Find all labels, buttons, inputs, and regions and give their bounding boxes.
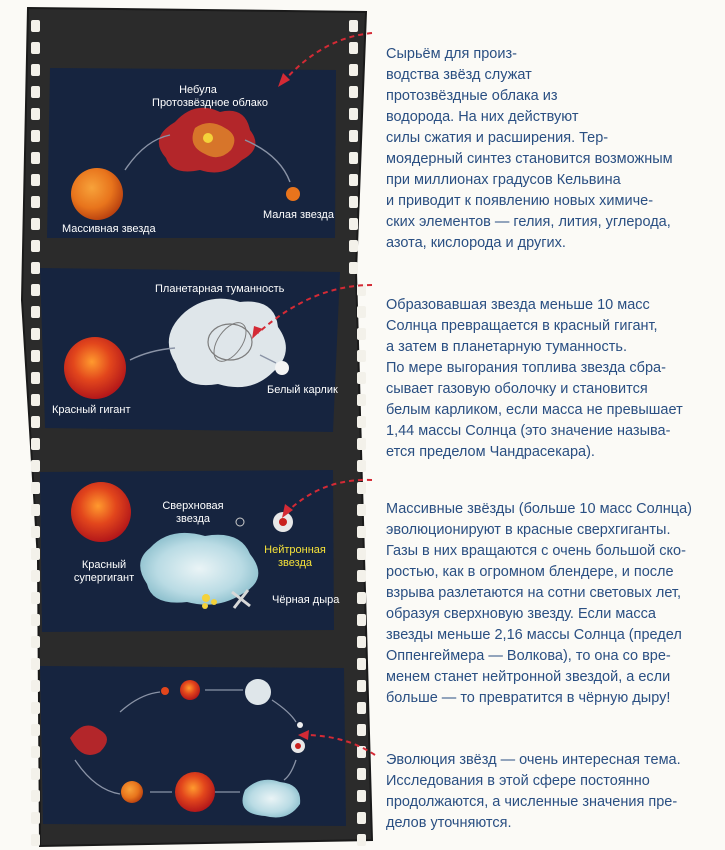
sprocket-hole — [31, 42, 40, 54]
small-red-giant — [180, 680, 200, 700]
sprocket-hole — [31, 592, 40, 604]
sprocket-hole — [357, 504, 366, 516]
label-supernova-2: звезда — [176, 513, 210, 525]
small-supergiant — [175, 772, 215, 812]
sprocket-hole — [31, 284, 40, 296]
sprocket-hole — [357, 680, 366, 692]
sprocket-hole — [357, 438, 366, 450]
sprocket-hole — [31, 350, 40, 362]
sprocket-hole — [349, 64, 358, 76]
small-supernova — [243, 780, 301, 818]
sprocket-hole — [357, 724, 366, 736]
sprocket-hole — [357, 394, 366, 406]
sprocket-hole — [357, 526, 366, 538]
sprocket-hole — [31, 724, 40, 736]
panel-1-nebula — [47, 68, 336, 238]
sprocket-hole — [349, 174, 358, 186]
label-planetary-nebula: Планетарная туманность — [155, 283, 285, 295]
sprocket-hole — [357, 372, 366, 384]
white-dwarf — [275, 361, 289, 375]
label-neutron-star-2: звезда — [278, 557, 312, 569]
small-planetary-nebula — [245, 679, 271, 705]
sprocket-hole — [31, 64, 40, 76]
paragraph-conclusion: Эволюция звёзд — очень интересная тема. Исследования в этой сфере постоянно продолжаются, а численные значения пре- делов уточняются. — [386, 752, 681, 831]
sprocket-hole — [357, 482, 366, 494]
sprocket-hole — [31, 460, 40, 472]
sprocket-hole — [31, 812, 40, 824]
sprocket-hole — [357, 350, 366, 362]
sprocket-hole — [357, 790, 366, 802]
sprocket-hole — [31, 658, 40, 670]
label-black-hole: Чёрная дыра — [272, 594, 340, 606]
sprocket-hole — [357, 812, 366, 824]
sprocket-hole — [31, 20, 40, 32]
sprocket-hole — [31, 614, 40, 626]
sprocket-hole — [357, 636, 366, 648]
sprocket-hole — [31, 394, 40, 406]
sprocket-hole — [31, 218, 40, 230]
sprocket-hole — [31, 196, 40, 208]
sprocket-hole — [349, 196, 358, 208]
sprocket-hole — [357, 614, 366, 626]
sprocket-hole — [31, 438, 40, 450]
sprocket-hole — [31, 790, 40, 802]
sprocket-hole — [31, 240, 40, 252]
sprocket-hole — [349, 262, 358, 274]
sprocket-hole — [349, 130, 358, 142]
sprocket-hole — [349, 152, 358, 164]
sprocket-hole — [349, 108, 358, 120]
sprocket-hole — [31, 834, 40, 846]
sprocket-hole — [31, 526, 40, 538]
supernova — [140, 533, 258, 605]
panel-3-supergiant — [40, 470, 340, 632]
sprocket-hole — [31, 108, 40, 120]
sprocket-hole — [31, 746, 40, 758]
label-red-supergiant-2: супергигант — [73, 572, 135, 584]
small-star — [286, 187, 300, 201]
paragraph-red-giant: Образовавшая звезда меньше 10 масс Солнца превращается в красный гигант, а затем в планетарную туманность. По мере выгорания топлива звезда сбра- сывает газовую оболочку и становится белым карликом, если масса не превышает 1,44 массы Солнца (это значение называ- ется пределом Чандрасекара). — [386, 297, 683, 460]
sprocket-hole — [31, 548, 40, 560]
sprocket-hole — [357, 548, 366, 560]
small-massive-star — [121, 781, 143, 803]
sprocket-hole — [31, 328, 40, 340]
massive-star — [71, 168, 123, 220]
paragraph-protostellar: Сырьём для произ- водства звёзд служат протозвёздные облака из водорода. На них действуют силы сжатия и расширения. Тер- моядерный синтез становится возможным при миллионах градусов Кельвина и приводит к появлению новых химиче- ских элементов — гелия, лития, углерода, азота, кислорода и других. — [386, 46, 673, 251]
label-red-giant: Красный гигант — [52, 404, 131, 416]
sprocket-hole — [357, 416, 366, 428]
sprocket-hole — [349, 42, 358, 54]
sprocket-hole — [357, 768, 366, 780]
panel-4-cycle — [40, 666, 346, 826]
sprocket-hole — [357, 570, 366, 582]
sprocket-hole — [31, 174, 40, 186]
sprocket-hole — [349, 20, 358, 32]
label-massive-star: Массивная звезда — [62, 223, 156, 235]
sprocket-hole — [31, 768, 40, 780]
panel-2-red-giant — [40, 268, 340, 432]
sprocket-hole — [31, 86, 40, 98]
sprocket-hole — [357, 328, 366, 340]
planetary-nebula — [169, 299, 286, 387]
sprocket-hole — [357, 460, 366, 472]
sprocket-hole — [31, 680, 40, 692]
paragraph-supergiant: Массивные звёзды (больше 10 масс Солнца) эволюционируют в красные сверхгиганты. Газы в них вращаются с очень большой ско- ростью, как в огромном блендере, и после взрыва разлетаются на сотни световых лет, образуя сверхновую звезду. Если масса звезды меньше 2,16 массы Солнца (предел Оппенгеймера — Волкова), то она со вре- менем станет нейтронной звездой, а если больше — то превратится в чёрную дыру! — [386, 501, 693, 706]
label-neutron-star-1: Нейтронная — [264, 544, 326, 556]
label-red-supergiant-1: Красный — [81, 559, 127, 571]
sprocket-hole — [31, 416, 40, 428]
sprocket-hole — [349, 218, 358, 230]
label-small-star: Малая звезда — [263, 209, 334, 221]
label-nebula: Небула — [179, 84, 217, 96]
sprocket-hole — [31, 306, 40, 318]
sprocket-hole — [357, 306, 366, 318]
sprocket-hole — [31, 636, 40, 648]
sprocket-hole — [357, 658, 366, 670]
sprocket-hole — [31, 504, 40, 516]
sprocket-hole — [31, 262, 40, 274]
sprocket-hole — [31, 130, 40, 142]
red-giant — [64, 337, 126, 399]
sprocket-hole — [31, 482, 40, 494]
sprocket-hole — [357, 834, 366, 846]
sprocket-hole — [31, 372, 40, 384]
label-protostellar-cloud: Протозвёздное облако — [152, 97, 268, 109]
sprocket-hole — [31, 570, 40, 582]
sprocket-hole — [349, 86, 358, 98]
sprocket-hole — [349, 240, 358, 252]
sprocket-hole — [357, 592, 366, 604]
sprocket-hole — [31, 702, 40, 714]
label-supernova-1: Сверхновая — [162, 500, 224, 512]
sprocket-hole — [357, 702, 366, 714]
sprocket-hole — [31, 152, 40, 164]
red-supergiant — [71, 482, 131, 542]
label-white-dwarf: Белый карлик — [267, 384, 338, 396]
